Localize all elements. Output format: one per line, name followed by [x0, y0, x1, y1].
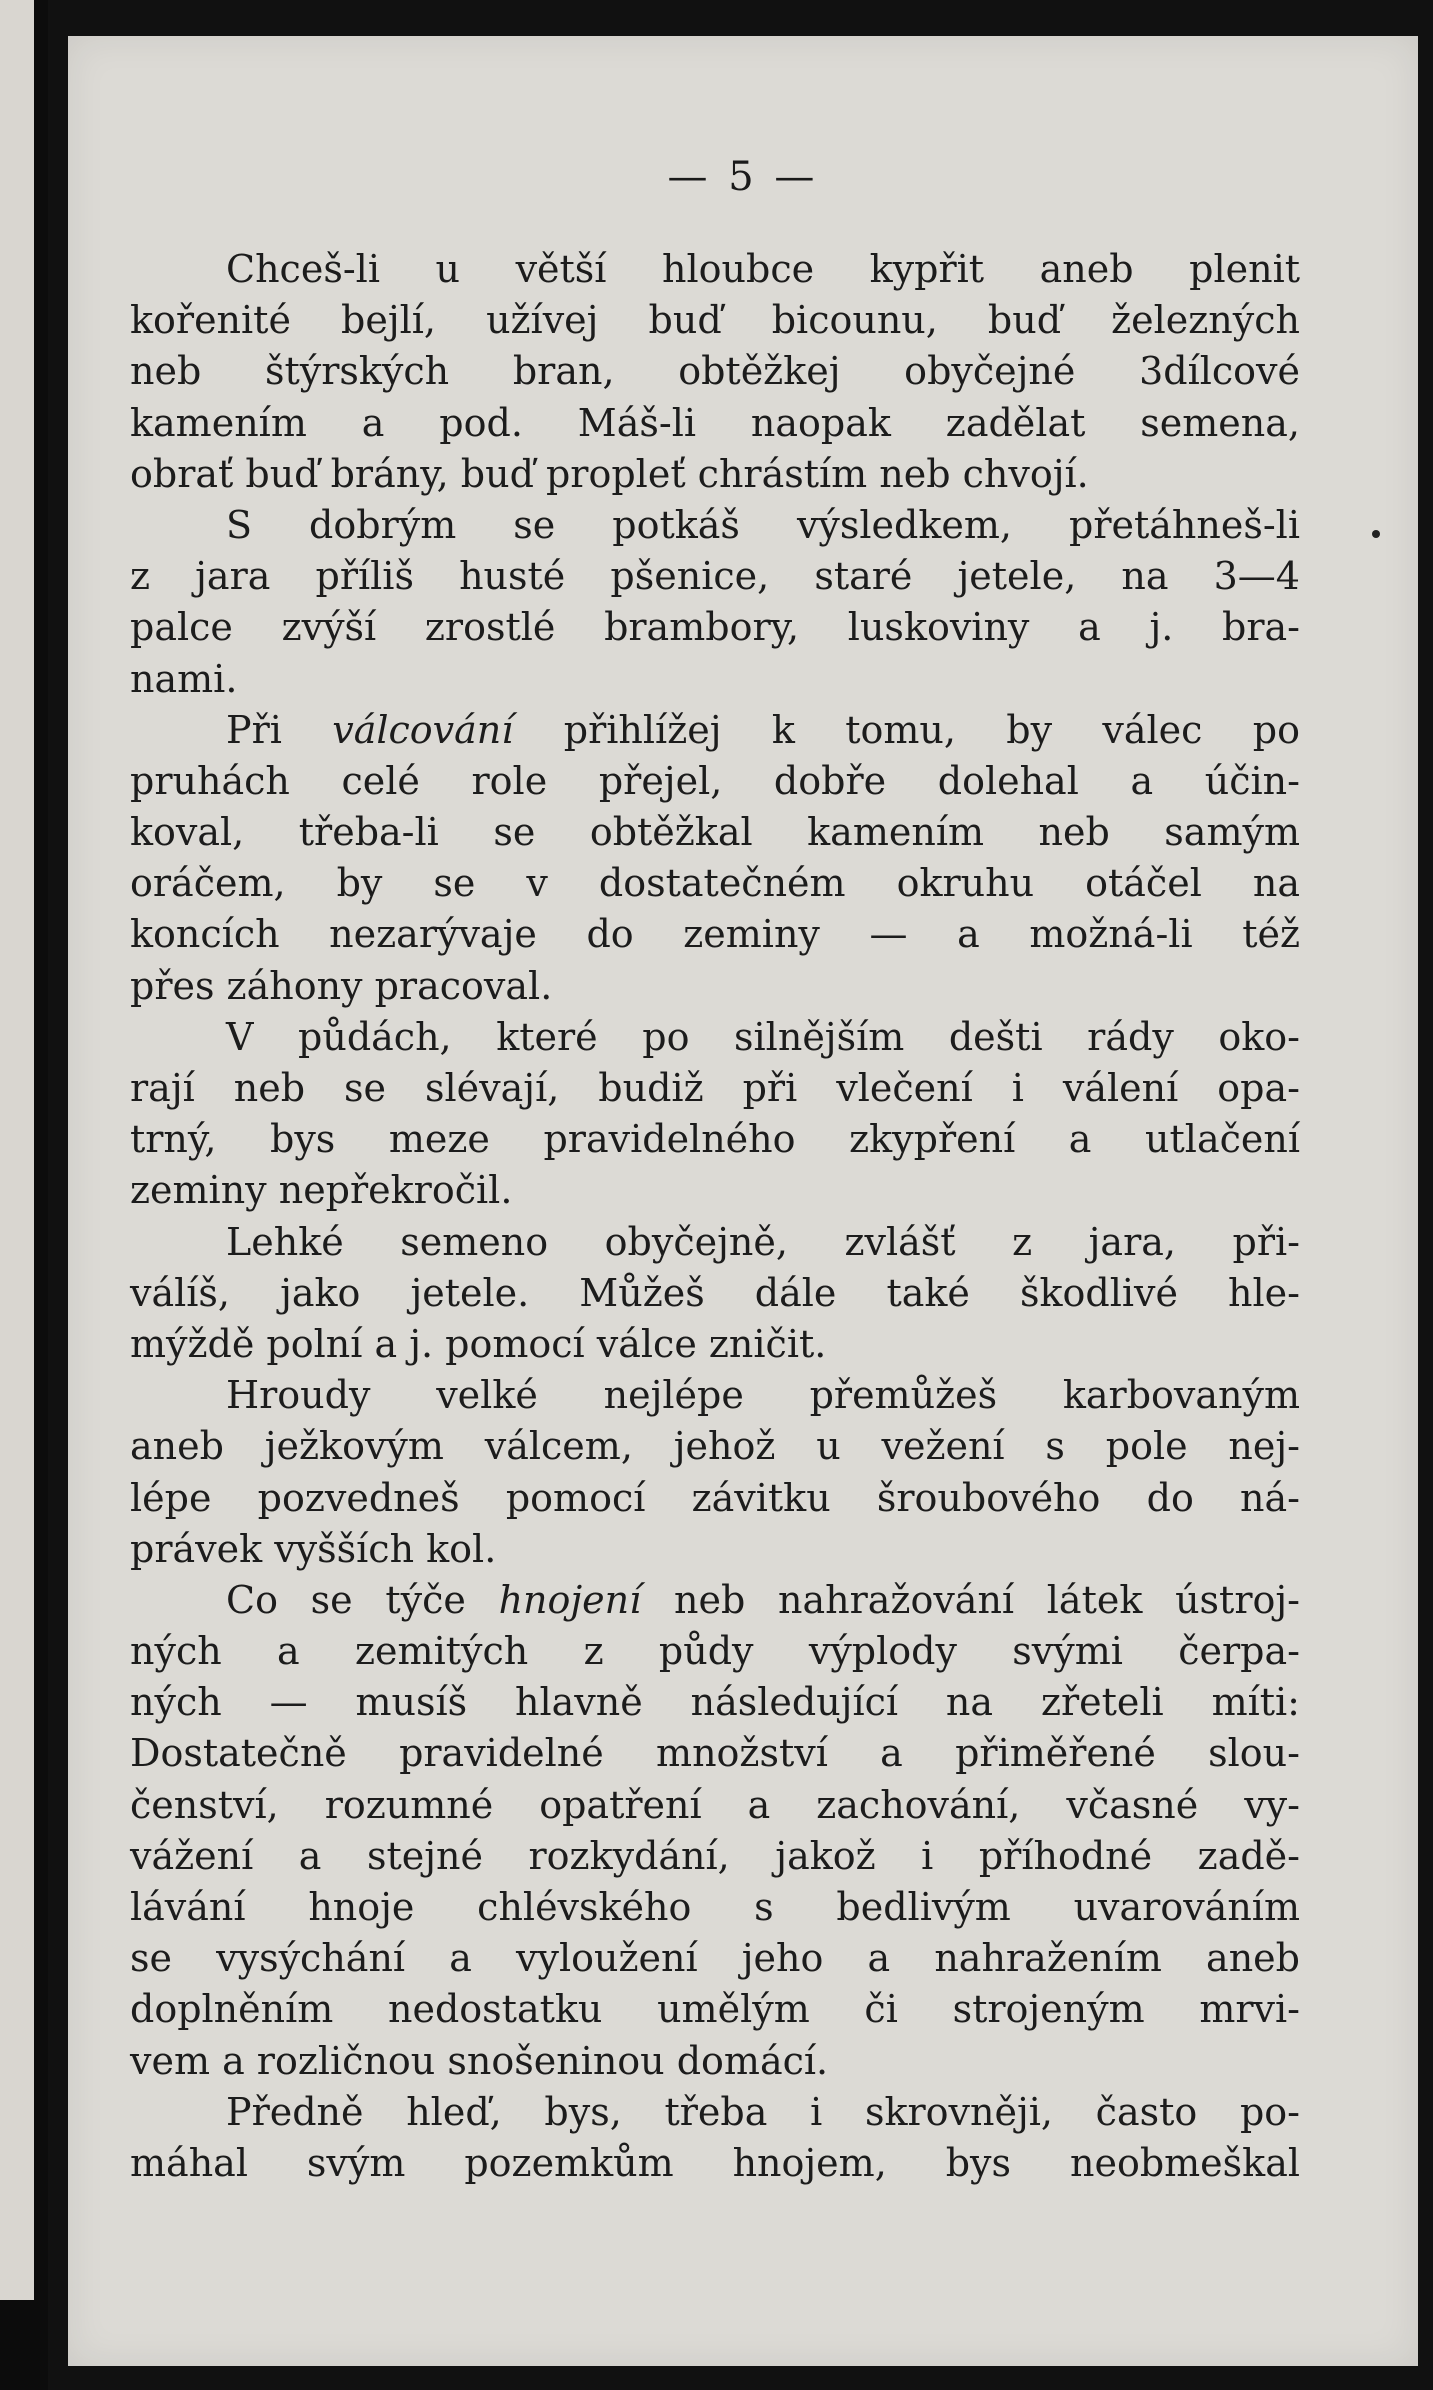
text-line: mýždě polní a j. pomocí válce zničit. [130, 1321, 827, 1366]
text-line: aneb ježkovým válcem, jehož u vežení s pole nej- [130, 1424, 1300, 1469]
text-line: rají neb se slévají, budiž při vlečení i válení opa- [130, 1066, 1300, 1110]
text-line: vem a rozličnou snošeninou domácí. [130, 2038, 829, 2083]
text-line: trný, bys meze pravidelného zkypření a utlačení [130, 1117, 1300, 1162]
page-number: — 5 — [667, 154, 819, 200]
text-line: S dobrým se potkáš výsledkem, přetáhneš-li [226, 502, 1300, 547]
text-line: ných — musíš hlavně následující na zřeteli míti: [130, 1680, 1300, 1725]
body-text [130, 244, 1300, 2189]
line-text-after: neb nahražování látek ústroj- [641, 1577, 1300, 1622]
text-line: koval, třeba-li se obtěžkal kamením neb samým [130, 810, 1300, 855]
emphasized-term: hnojení [498, 1577, 642, 1622]
text-line: lávání hnoje chlévského s bedlivým uvarováním [130, 1885, 1300, 1929]
text-line: neb štýrských bran, obtěžkej obyčejné 3dílcové [130, 349, 1300, 394]
text-line: lépe pozvedneš pomocí závitku šroubového do ná- [130, 1475, 1300, 1520]
previous-page-edge [0, 0, 48, 2390]
margin-dot [1372, 530, 1380, 538]
text-line: doplněním nedostatku umělým či strojeným mrvi- [130, 1987, 1300, 2032]
text-line [130, 705, 1300, 756]
text-line: kamením a pod. Máš-li naopak zadělat semena, [130, 400, 1300, 445]
line-text-after: přihlížej k tomu, by válec po [513, 707, 1300, 752]
text-line: čenství, rozumné opatření a zachování, včasné vy- [130, 1782, 1300, 1827]
text-line: přes záhony pracoval. [130, 963, 553, 1008]
text-line: obrať buď brány, buď propleť chrástím neb chvojí. [130, 451, 1089, 496]
text-line: palce zvýší zrostlé brambory, luskoviny a j. bra- [130, 605, 1300, 650]
previous-page-paper [0, 0, 34, 2300]
text-line: vážení a stejné rozkydání, jakož i příhodné zadě- [130, 1833, 1300, 1878]
text-line: V půdách, které po silnějším dešti rády oko- [226, 1014, 1300, 1059]
text-line: Dostatečně pravidelné množství a přiměřené slou- [130, 1731, 1300, 1776]
text-line: máhal svým pozemkům hnojem, bys neobmeškal [130, 2140, 1300, 2185]
line-text-before: Co se týče [226, 1577, 499, 1622]
text-line: koncích nezarývaje do zeminy — a možná-li též [130, 912, 1300, 957]
text-line: nami. [130, 656, 238, 701]
text-line: ných a zemitých z půdy výplody svými čerpa- [130, 1629, 1300, 1674]
text-line: Chceš-li u větší hloubce kypřit aneb plenit [226, 247, 1300, 291]
text-line: oráčem, by se v dostatečném okruhu otáčel na [130, 861, 1300, 906]
text-line: z jara příliš husté pšenice, staré jetele, na 3—4 [130, 554, 1300, 599]
line-text-before: Při [226, 707, 333, 752]
text-line: pruhách celé role přejel, dobře dolehal a účin- [130, 758, 1300, 803]
text-line: Předně hleď, bys, třeba i skrovněji, často po- [226, 2089, 1300, 2134]
text-line: zeminy nepřekročil. [130, 1168, 513, 1213]
book-page [68, 36, 1418, 2366]
text-line: kořenité bejlí, užívej buď bicounu, buď železných [130, 298, 1300, 343]
emphasized-term: válcování [332, 707, 514, 752]
text-line: Hroudy velké nejlépe přemůžeš karbovaným [226, 1373, 1300, 1418]
text-line [130, 1575, 1300, 1626]
text-line: se vysýchání a vyloužení jeho a nahražením aneb [130, 1936, 1300, 1981]
text-line: válíš, jako jetele. Můžeš dále také škodlivé hle- [130, 1270, 1300, 1315]
text-line: Lehké semeno obyčejně, zvlášť z jara, při- [226, 1219, 1300, 1264]
text-line: právek vyšších kol. [130, 1526, 497, 1571]
